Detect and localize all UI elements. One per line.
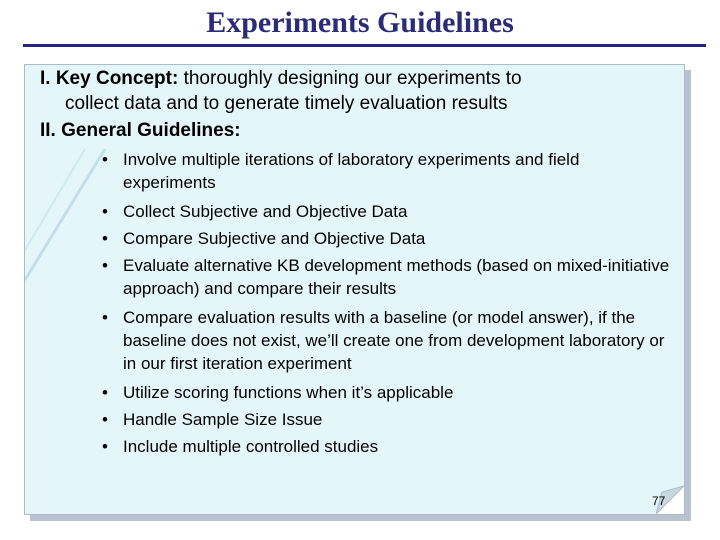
- list-item: [102, 200, 670, 223]
- list-item-text: Involve multiple iterations of laboratory experiments and field experiments: [123, 150, 580, 192]
- list-item-text: Collect Subjective and Objective Data: [123, 202, 408, 221]
- page-number: 77: [652, 494, 666, 508]
- bullet-icon: •: [102, 410, 108, 429]
- list-item: [102, 306, 670, 375]
- list-item: [102, 435, 670, 458]
- key-concept-label: I. Key Concept:: [40, 68, 179, 89]
- bullet-icon: •: [102, 256, 108, 275]
- list-item: [102, 254, 670, 300]
- list-item: [102, 381, 670, 404]
- bullet-icon: •: [102, 437, 108, 456]
- list-item: [102, 148, 670, 194]
- bullet-icon: •: [102, 383, 108, 402]
- general-guidelines-heading: II. General Guidelines:: [40, 120, 241, 141]
- key-concept-text-1: thoroughly designing our experiments to: [178, 68, 522, 89]
- list-item-text: Compare Subjective and Objective Data: [123, 229, 426, 248]
- slide-title: Experiments Guidelines: [206, 6, 514, 39]
- list-item-text: Utilize scoring functions when it’s applicable: [123, 383, 454, 402]
- slide-content: [40, 66, 670, 464]
- bullet-icon: •: [102, 308, 108, 327]
- bullet-icon: •: [102, 150, 108, 169]
- list-item-text: Compare evaluation results with a baseline (or model answer), if the baseline does not exist, we’ll create one from development laboratory or in our first iteration experiment: [123, 308, 665, 373]
- bullet-icon: •: [102, 229, 108, 248]
- key-concept: [40, 66, 670, 116]
- list-item-text: Include multiple controlled studies: [123, 437, 379, 456]
- list-item: [102, 227, 670, 250]
- title-underline: [23, 44, 706, 47]
- list-item: [102, 408, 670, 431]
- list-item-text: Evaluate alternative KB development methods (based on mixed-initiative approach) and compare their results: [123, 256, 670, 298]
- guideline-list: [40, 148, 670, 458]
- bullet-icon: •: [102, 202, 108, 221]
- key-concept-text-2: collect data and to generate timely evaluation results: [65, 93, 508, 114]
- list-item-text: Handle Sample Size Issue: [123, 410, 323, 429]
